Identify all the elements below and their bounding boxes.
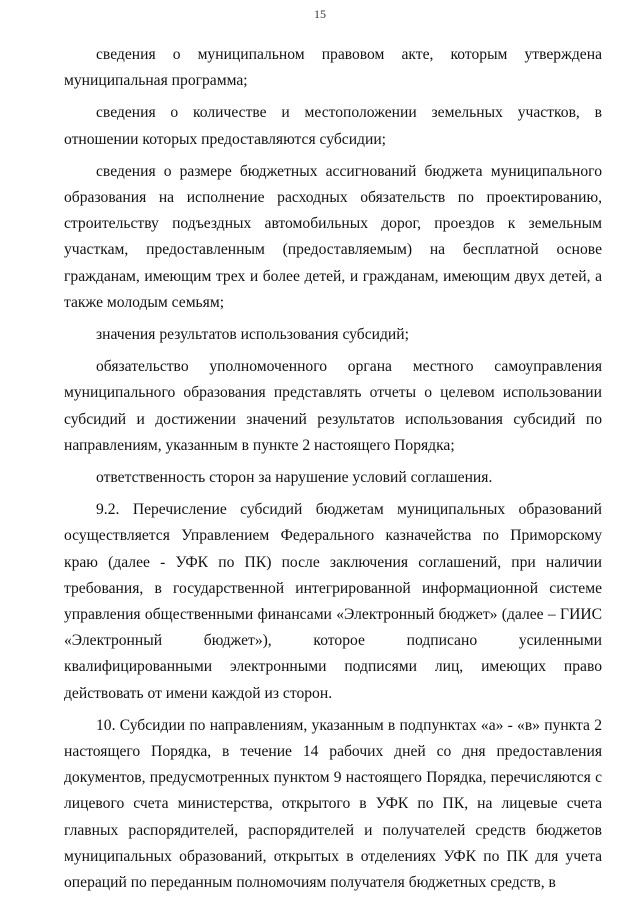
paragraph-budget-allocations: сведения о размере бюджетных ассигнований бюджета муниципального образования на исполнение расходных обязательств по проектированию, строительству подъездных автомобильных дорог, проездов к земельным участкам, предоставленным (предоставляемым) на бесплатной основе гражданам, имеющим трех и более детей, и гражданам, имеющим двух детей, а также молодым семьям; [64, 162, 602, 311]
paragraph-result-values: значения результатов использования субсидий; [96, 326, 409, 344]
paragraph-land-plots: сведения о количестве и местоположении земельных участков, в отношении которых предоставляются субсидии; [64, 104, 602, 148]
paragraph-10-subsidies: 10. Субсидии по направлениям, указанным в подпунктах «а» - «в» пункта 2 настоящего Порядка, в течение 14 рабочих дней со дня предоставления документов, предусмотренных пунктом 9 настоящего Порядка, перечисляются с лицевого счета министерства, открытого в УФК по ПК, на лицевые счета главных распорядителей, распорядителей и получателей средств бюджетов муниципальных образований, открытых в отделениях УФК по ПК для учета операций по переданным полномочиям получателя бюджетных средств, в [64, 716, 602, 892]
paragraph-municipal-act: сведения о муниципальном правовом акте, которым утверждена муниципальная программа; [64, 46, 602, 90]
paragraph-reporting-obligation: обязательство уполномоченного органа местного самоуправления муниципального образования представлять отчеты о целевом использовании субсидий и достижении значений результатов использования субсидий по направлениям, указанным в пункте 2 настоящего Порядка; [64, 358, 602, 454]
paragraph-9-2-transfer: 9.2. Перечисление субсидий бюджетам муниципальных образований осуществляется Управлением Федерального казначейства по Приморскому краю (далее - УФК по ПК) после заключения соглашений, при наличии требования, в государственной интегрированной информационной системе управления общественными финансами «Электронный бюджет» (далее – ГИИС «Электронный бюджет»), которое подписано усиленными квалифицированными электронными подписями лиц, имеющих право действовать от имени каждой из сторон. [64, 501, 602, 702]
paragraph-responsibility: ответственность сторон за нарушение условий соглашения. [96, 469, 493, 487]
document-body [64, 42, 602, 896]
page-number: 15 [314, 7, 326, 21]
